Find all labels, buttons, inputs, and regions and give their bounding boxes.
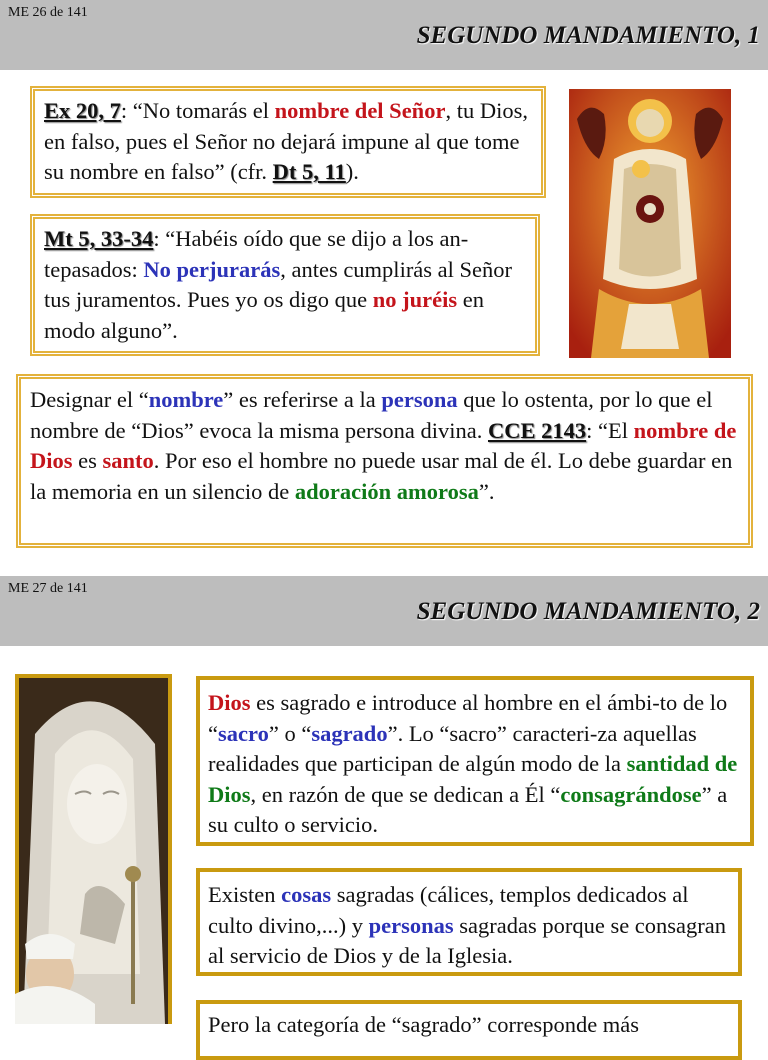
text: , en razón de que se dedican a Él “ xyxy=(250,781,561,807)
text: , tu Dios, en falso, pues el Señor no dejará impune al que tome su nombre en falso” (cfr. xyxy=(44,98,528,184)
highlight: no juréis xyxy=(372,287,458,312)
quote-box-exodus xyxy=(30,86,546,198)
page-number: ME 26 de 141 xyxy=(8,5,88,20)
pieta-sculpture-icon xyxy=(15,674,172,1024)
highlight: adoración amorosa xyxy=(294,478,479,504)
text: : “Habéis oído que se dijo a los an-tepasados: xyxy=(44,226,469,282)
bible-reference: Dt 5, 11 xyxy=(272,159,346,184)
highlight: santidad de Dios xyxy=(208,751,738,807)
text: . Por eso el hombre no puede usar mal de él. Lo debe guardar en la memoria en un silencio de xyxy=(30,448,733,504)
text: ). xyxy=(345,159,359,184)
text: sagradas (cálices, templos dedicados al culto divino,...) y xyxy=(208,882,689,938)
text: : “No tomarás el xyxy=(120,98,275,123)
text: que lo ostenta, por lo que el nombre de “Dios” evoca la misma persona divina. xyxy=(30,387,713,443)
text: es xyxy=(72,448,103,473)
highlight: nombre xyxy=(148,387,224,412)
highlight: personas xyxy=(368,912,454,938)
text: ”. xyxy=(478,478,495,504)
text: es sagrado e introduce al hombre en el ámbi-to de lo “ xyxy=(208,690,728,746)
highlight: sacro xyxy=(218,720,269,746)
quote-box-matthew xyxy=(30,214,540,356)
text: Designar el “ xyxy=(30,387,149,412)
trinity-icon xyxy=(569,89,731,358)
slide-header-1 xyxy=(0,0,768,70)
highlight: sagrado xyxy=(311,720,388,746)
page-number: ME 27 de 141 xyxy=(8,581,88,596)
slide-title: SEGUNDO MANDAMIENTO, 2 xyxy=(416,598,760,625)
highlight: santo xyxy=(102,448,154,473)
text: ” o “ xyxy=(268,720,312,746)
text: : “El xyxy=(586,417,634,443)
text: en modo alguno”. xyxy=(44,287,484,343)
sacred-things-box xyxy=(196,868,742,976)
text: ” a su culto o servicio. xyxy=(208,781,728,837)
bible-reference: Ex 20, 7 xyxy=(44,98,121,123)
highlight: nombre del Señor xyxy=(274,98,446,123)
icon-painting-image xyxy=(569,89,731,358)
catechism-reference: CCE 2143 xyxy=(487,417,587,443)
text: ” es referirse a la xyxy=(223,387,382,412)
explanation-box xyxy=(16,374,753,548)
sacred-category-box xyxy=(196,1000,742,1060)
pieta-pope-image xyxy=(15,674,172,1024)
highlight: persona xyxy=(381,387,458,412)
text: , antes cumplirás al Señor tus juramentos. Pues yo os digo que xyxy=(44,256,513,312)
highlight: consagrándose xyxy=(560,781,702,807)
highlight: cosas xyxy=(281,882,332,907)
text: Existen xyxy=(208,882,282,907)
slide-title: SEGUNDO MANDAMIENTO, 1 xyxy=(416,22,760,49)
text: sagradas porque se consagran al servicio de Dios y de la Iglesia. xyxy=(208,912,727,968)
highlight: Dios xyxy=(208,690,251,715)
text: Pero la categoría de “sagrado” corresponde más xyxy=(208,1012,640,1037)
highlight: nombre de Dios xyxy=(30,417,737,473)
bible-reference: Mt 5, 33-34 xyxy=(44,226,154,251)
highlight: No perjurarás xyxy=(143,256,281,282)
slide-header-2 xyxy=(0,576,768,646)
sacred-definition-box xyxy=(196,676,754,846)
text: ”. Lo “sacro” caracteri-za aquellas realidades que participan de algún modo de la xyxy=(208,720,697,776)
